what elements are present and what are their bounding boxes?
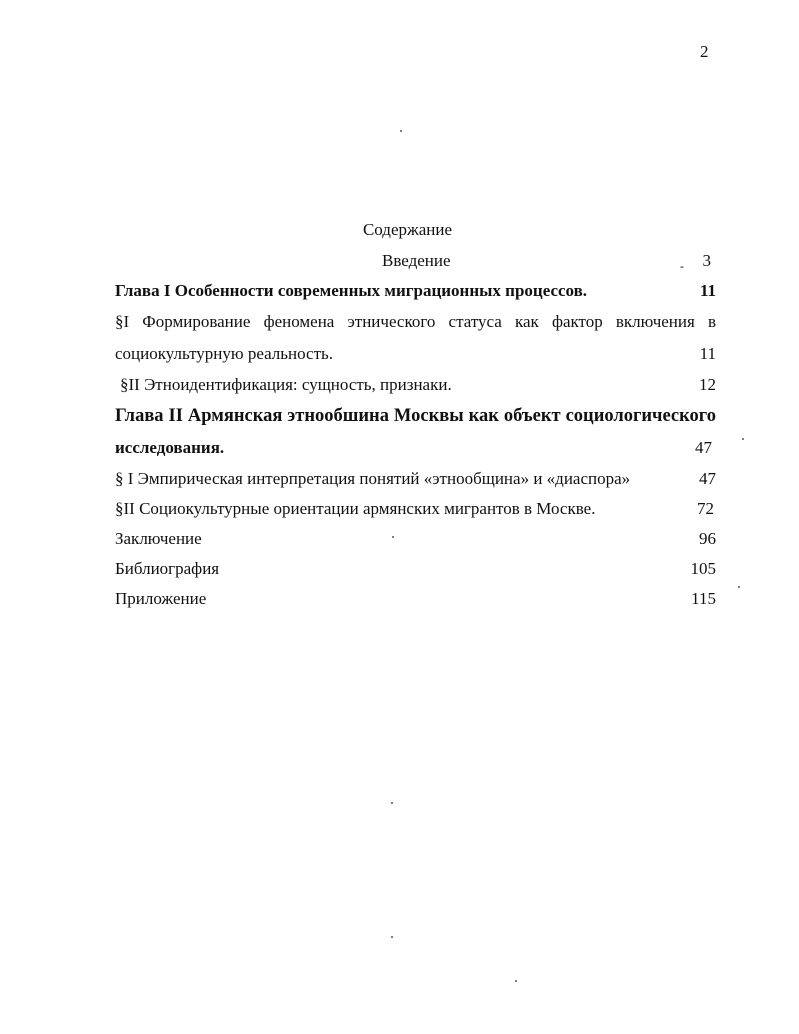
stray-mark: - xyxy=(680,259,684,273)
toc-entry-chapter-1[interactable] xyxy=(115,276,716,306)
toc-entry-page: 3 xyxy=(702,251,711,270)
toc-entry-label: Приложение xyxy=(115,589,207,608)
toc-entry-label: Глава I Особенности современных миграционных процессов. xyxy=(115,281,588,300)
toc-entry-page: 12 xyxy=(699,375,716,394)
toc-entry-page: 47 xyxy=(699,469,716,488)
toc-entry-label: § I Эмпирическая интерпретация понятий «этнообщина» и «диаспора» xyxy=(115,469,631,488)
scan-speck xyxy=(400,130,402,132)
toc-entry-appendix[interactable] xyxy=(115,584,716,614)
toc-entry-label: Заключение xyxy=(115,529,202,548)
scan-speck xyxy=(391,802,393,804)
toc-entry-section-1-1[interactable] xyxy=(115,306,716,370)
scan-speck xyxy=(391,936,393,938)
toc-entry-page: 72 xyxy=(697,499,714,518)
scan-speck xyxy=(742,438,744,440)
toc-title: Содержание xyxy=(362,220,453,239)
toc-entry-section-2-1[interactable] xyxy=(115,464,716,494)
toc-entry-label: Библиография xyxy=(115,559,220,578)
scan-speck xyxy=(392,536,394,538)
toc-entry-page: 47 xyxy=(695,438,712,457)
toc-entry-page: 11 xyxy=(699,281,716,300)
toc-entry-label-line-2: социокультурную реальность. xyxy=(115,344,334,363)
toc-entry-bibliography[interactable] xyxy=(115,554,716,584)
toc-entry-section-2-2[interactable] xyxy=(115,494,716,524)
toc-entry-conclusion[interactable] xyxy=(115,524,716,554)
toc-entry-page: 11 xyxy=(699,344,716,363)
toc-entry-label-line-1: §I Формирование феномена этнического статуса как фактор включения в xyxy=(115,312,716,331)
toc-entry-label: §II Этноидентификация: сущность, признаки. xyxy=(120,375,452,394)
toc-entry-page: 115 xyxy=(691,589,716,608)
toc-entry-chapter-2[interactable] xyxy=(115,400,716,464)
page-number: 2 xyxy=(700,42,709,61)
table-of-contents xyxy=(115,216,716,614)
toc-entry-introduction[interactable] xyxy=(115,246,716,276)
scan-speck xyxy=(738,586,740,588)
toc-entry-label: §II Социокультурные ориентации армянских мигрантов в Москве. xyxy=(115,499,596,518)
toc-entry-label-line-1: Глава II Армянская этнообшина Москвы как объект социологического xyxy=(115,406,716,426)
toc-entry-label-line-2: исследования. xyxy=(115,438,225,457)
toc-entry-page: 96 xyxy=(699,529,716,548)
toc-entry-label: Введение xyxy=(382,251,451,270)
toc-entry-page: 105 xyxy=(690,559,716,578)
toc-entry-section-1-2[interactable] xyxy=(115,370,716,400)
scan-speck xyxy=(515,980,517,982)
